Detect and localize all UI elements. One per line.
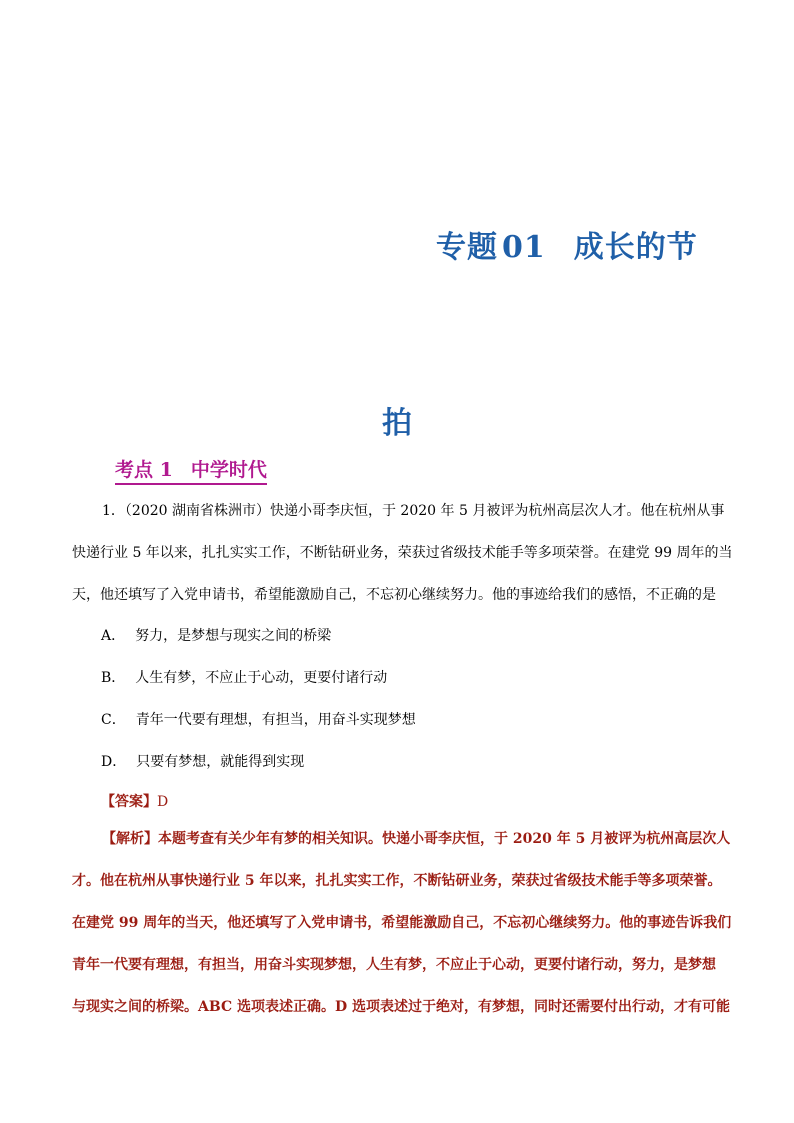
option-text: 努力，是梦想与现实之间的桥梁 [135,628,332,644]
title-main: 成长的节 [573,230,698,265]
option-letter: D． [101,754,127,770]
analysis-line: 【解析】本题考查有关少年有梦的相关知识。快递小哥李庆恒，于 2020 年 5 月被评为杭州高层次人 [102,831,731,847]
option-text: 只要有梦想，就能得到实现 [136,754,305,770]
option-text: 人生有梦，不应止于心动，更要付诸行动 [135,670,388,686]
analysis-line: 青年一代要有理想，有担当，用奋斗实现梦想，人生有梦，不应止于心动，更要付诸行动，努力，是梦想 [72,957,716,973]
answer-line [101,792,168,812]
answer-label: 【答案】 [101,794,157,810]
option-letter: C． [101,712,126,728]
title-number: 01 [502,230,546,265]
question-line: 快递行业 5 年以来，扎扎实实工作，不断钻研业务，荣获过省级技术能手等多项荣誉。在建党 99 周年的当 [72,545,733,561]
option-text: 青年一代要有理想，有担当，用奋斗实现梦想 [135,712,416,728]
page-title [436,222,698,266]
answer-value: D [157,794,169,810]
question-line: 天，他还填写了入党申请书，希望能激励自己，不忘初心继续努力。他的事迹给我们的感悟，不正确的是 [72,587,716,603]
analysis-text [72,818,732,1028]
question-line: 1．（2020 湖南省株洲市）快递小哥李庆恒，于 2020 年 5 月被评为杭州高层次人才。他在杭州从事 [102,503,725,519]
option-d [101,752,304,772]
section-label: 考点 1 [115,459,173,481]
title-continuation: 拍 [382,406,412,441]
option-c [101,710,416,730]
option-b [101,668,387,688]
option-letter: B． [101,670,126,686]
question-text [72,490,732,616]
option-a [101,626,331,646]
analysis-line: 在建党 99 周年的当天，他还填写了入党申请书，希望能激励自己，不忘初心继续努力。他的事迹告诉我们 [72,915,732,931]
analysis-line: 与现实之间的桥梁。ABC 选项表述正确。D 选项表述过于绝对，有梦想，同时还需要付出行动，才有可能 [72,999,730,1015]
analysis-line: 才。他在杭州从事快递行业 5 年以来，扎扎实实工作，不断钻研业务，荣获过省级技术能手等多项荣誉。 [72,873,722,889]
title-prefix: 专题 [436,230,498,265]
section-heading [115,455,267,485]
section-name: 中学时代 [190,459,267,481]
option-letter: A． [101,628,126,644]
